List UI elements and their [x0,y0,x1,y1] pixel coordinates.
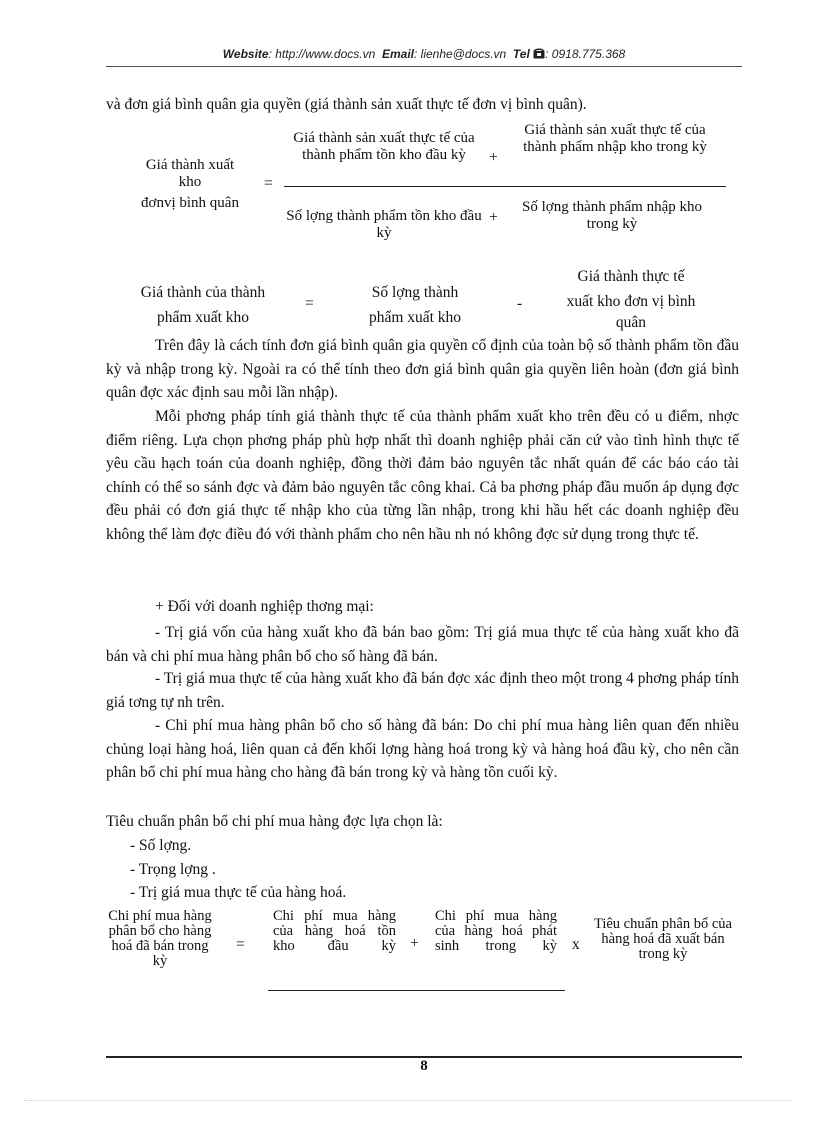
f2-lhs-line2: phẩm xuất kho [156,309,250,326]
f2-rhs-line2: xuất kho đơn vị bình [566,293,696,310]
email-address: : lienhe@docs.vn [413,47,507,61]
f1-plus-bottom: + [489,209,498,226]
f1-plus-top: + [489,149,498,166]
f2-mid-line1: Số lợng thành [371,284,459,301]
f1-denominator-b: Số lợng thành phẩm nhập kho trong kỳ [522,199,702,232]
f2-rhs-line3: quân [615,314,647,331]
paragraph-method-comparison: Mỗi phơng pháp tính giá thành thực tế của thành phẩm xuất kho trên đều có u điểm, nhợc điểm riêng. Lựa chọn phơng pháp phù hợp nhất thì doanh nghiệp phải căn cứ vào tình hình thực tế yêu cầu hạch toán của doanh nghiệp, đồng thời đảm bảo nguyên tắc nhất quán để các báo cáo tài chính có thể so sánh đợc và đảm bảo nguyên tắc công khai. Cả ba phơng pháp đầu muốn áp dụng đợc đều phải có đơn giá thực tế nhập kho của từng lần nhập, trong khi hầu hết các doanh nghiệp đều không thể làm đợc điều đó với thành phẩm cho nên hầu nh nó không đợc sử dụng trong thực tế. [106,408,739,543]
f3-term-a: Chi phí mua hàng của hàng hoá tồn kho đầu kỳ [273,908,396,954]
f2-lhs-line1: Giá thành của thành [140,284,266,301]
f3-rhs: Tiêu chuẩn phân bổ của hàng hoá đã xuất bán trong kỳ [594,916,732,962]
f2-rhs-line1: Giá thành thực tế [577,268,685,285]
phone-number: : 0918.775.368 [545,47,626,61]
f3-lhs: Chi phí mua hàng phân bổ cho hàng hoá đã bán trong kỳ [108,908,212,969]
page-bottom-dots [24,1100,792,1101]
paragraph-purchase-costs: - Chi phí mua hàng phân bổ cho số hàng đã bán: Do chi phí mua hàng liên quan đến nhiều chủng loại hàng hoá, liên quan cả đến khối lợng hàng hoá trong kỳ và hàng hoá đầu kỳ, cho nên cần phân bổ chi phí mua hàng cho hàng đã bán trong kỳ và hàng tồn cuối kỳ. [106,717,739,782]
page-header [106,47,742,62]
list-item: - Trọng lợng . [130,860,216,878]
criteria-list [130,834,346,905]
f3-times: x [572,936,580,953]
phone-icon [533,48,545,62]
f2-equals: = [305,295,314,312]
paragraph-trading-heading: + Đối với doanh nghiệp thơng mại: [155,598,374,615]
paragraph-purchase-value: - Trị giá mua thực tế của hàng xuất kho đã bán đợc xác định theo một trong 4 phơng pháp tính giá tơng tự nh trên. [106,670,739,711]
f2-lhs [110,280,296,330]
f3-equals: = [236,936,245,953]
f1-numerator-a: Giá thành sản xuất thực tế của thành phẩm tồn kho đầu kỳ [293,130,475,163]
f2-middle [340,280,490,330]
f1-lhs-line1: Giá thành xuất [145,157,235,173]
f1-lhs-line3: đơnvị bình quân [141,195,239,211]
f1-denominator-a: Số lợng thành phẩm tồn kho đầu kỳ [286,208,482,241]
paragraph-allocation-criteria: Tiêu chuẩn phân bổ chi phí mua hàng đợc lựa chọn là: [106,813,443,830]
paragraph-weighted-average: Trên đây là cách tính đơn giá bình quân gia quyền cố định của toàn bộ số thành phẩm tồn đầu kỳ và nhập trong kỳ. Ngoài ra có thể tính theo đơn giá bình quân gia quyền liên hoàn (đơn giá bình quân đợc xác định sau mỗi lần nhập). [106,337,739,402]
f2-minus: - [517,295,523,312]
f1-equals: = [264,175,273,192]
page-number: 8 [420,1058,428,1074]
tel-label: Tel [512,47,530,61]
f1-lhs [110,157,270,212]
f1-numerator-b: Giá thành sản xuất thực tế của thành phẩm nhập kho trong kỳ [523,122,707,155]
f3-fraction-line [268,990,565,991]
paragraph-cost-of-goods: - Trị giá vốn của hàng xuất kho đã bán bao gồm: Trị giá mua thực tế của hàng xuất kho đã bán và chi phí mua hàng phân bổ cho số hàng đã bán. [106,624,739,665]
email-label: Email [381,47,414,61]
website-label: Website [222,47,269,61]
f1-fraction-line [284,186,726,187]
f2-mid-line2: phẩm xuất kho [368,309,462,326]
f1-lhs-line2: kho [178,174,202,190]
website-url: : http://www.docs.vn [268,47,376,61]
f2-rhs [536,264,726,331]
intro-line: và đơn giá bình quân gia quyền (giá thành sản xuất thực tế đơn vị bình quân). [106,96,587,113]
list-item: - Số lợng. [130,837,192,854]
f3-plus: + [410,935,419,952]
list-item: - Trị giá mua thực tế của hàng hoá. [130,884,347,902]
f3-term-b: Chi phí mua hàng của hàng hoá phát sinh trong kỳ [435,908,557,954]
header-divider [106,66,742,67]
